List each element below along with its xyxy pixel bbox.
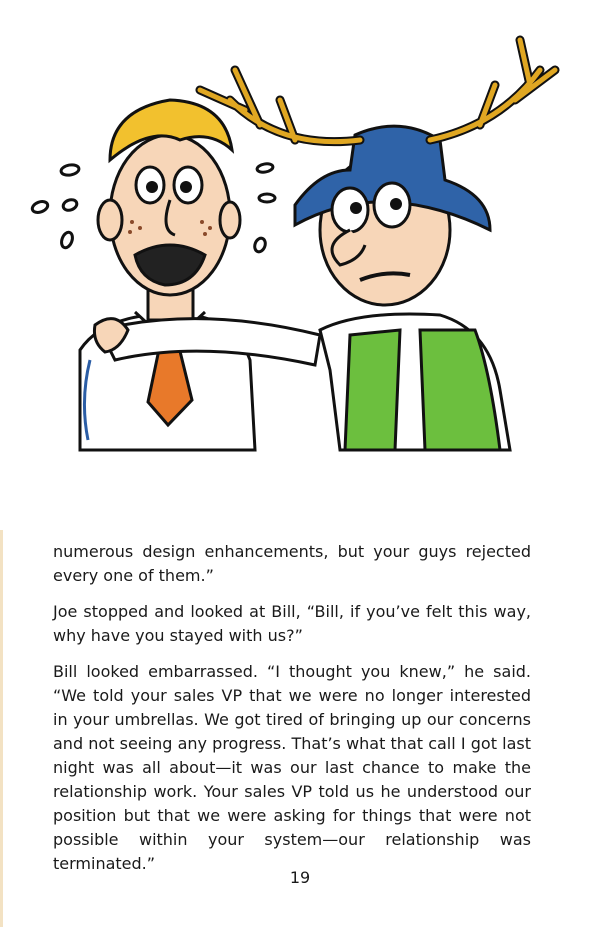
- page-number: 19: [289, 868, 311, 887]
- paragraph-1: numerous design enhancements, but your guys rejected every one of them.”: [53, 542, 531, 585]
- paragraph-3: Bill looked embarrassed. “I thought you knew,” he said. “We told your sales VP that we were no longer interested in your umbrellas. We got tired of bringing up our concerns and not seeing any progress. That’s what that call I got last night was all about—it was our last chance to make the relationship work. Your sales VP told us he understood our position but that we were asking for things that were not possible within your system—our relationship was terminated.”: [53, 662, 531, 873]
- body-text: [53, 540, 531, 888]
- two-men-cartoon-illustration: [20, 30, 580, 490]
- man-left: [80, 100, 255, 450]
- paragraph-2: Joe stopped and looked at Bill, “Bill, if you’ve felt this way, why have you stayed with us?”: [53, 602, 531, 645]
